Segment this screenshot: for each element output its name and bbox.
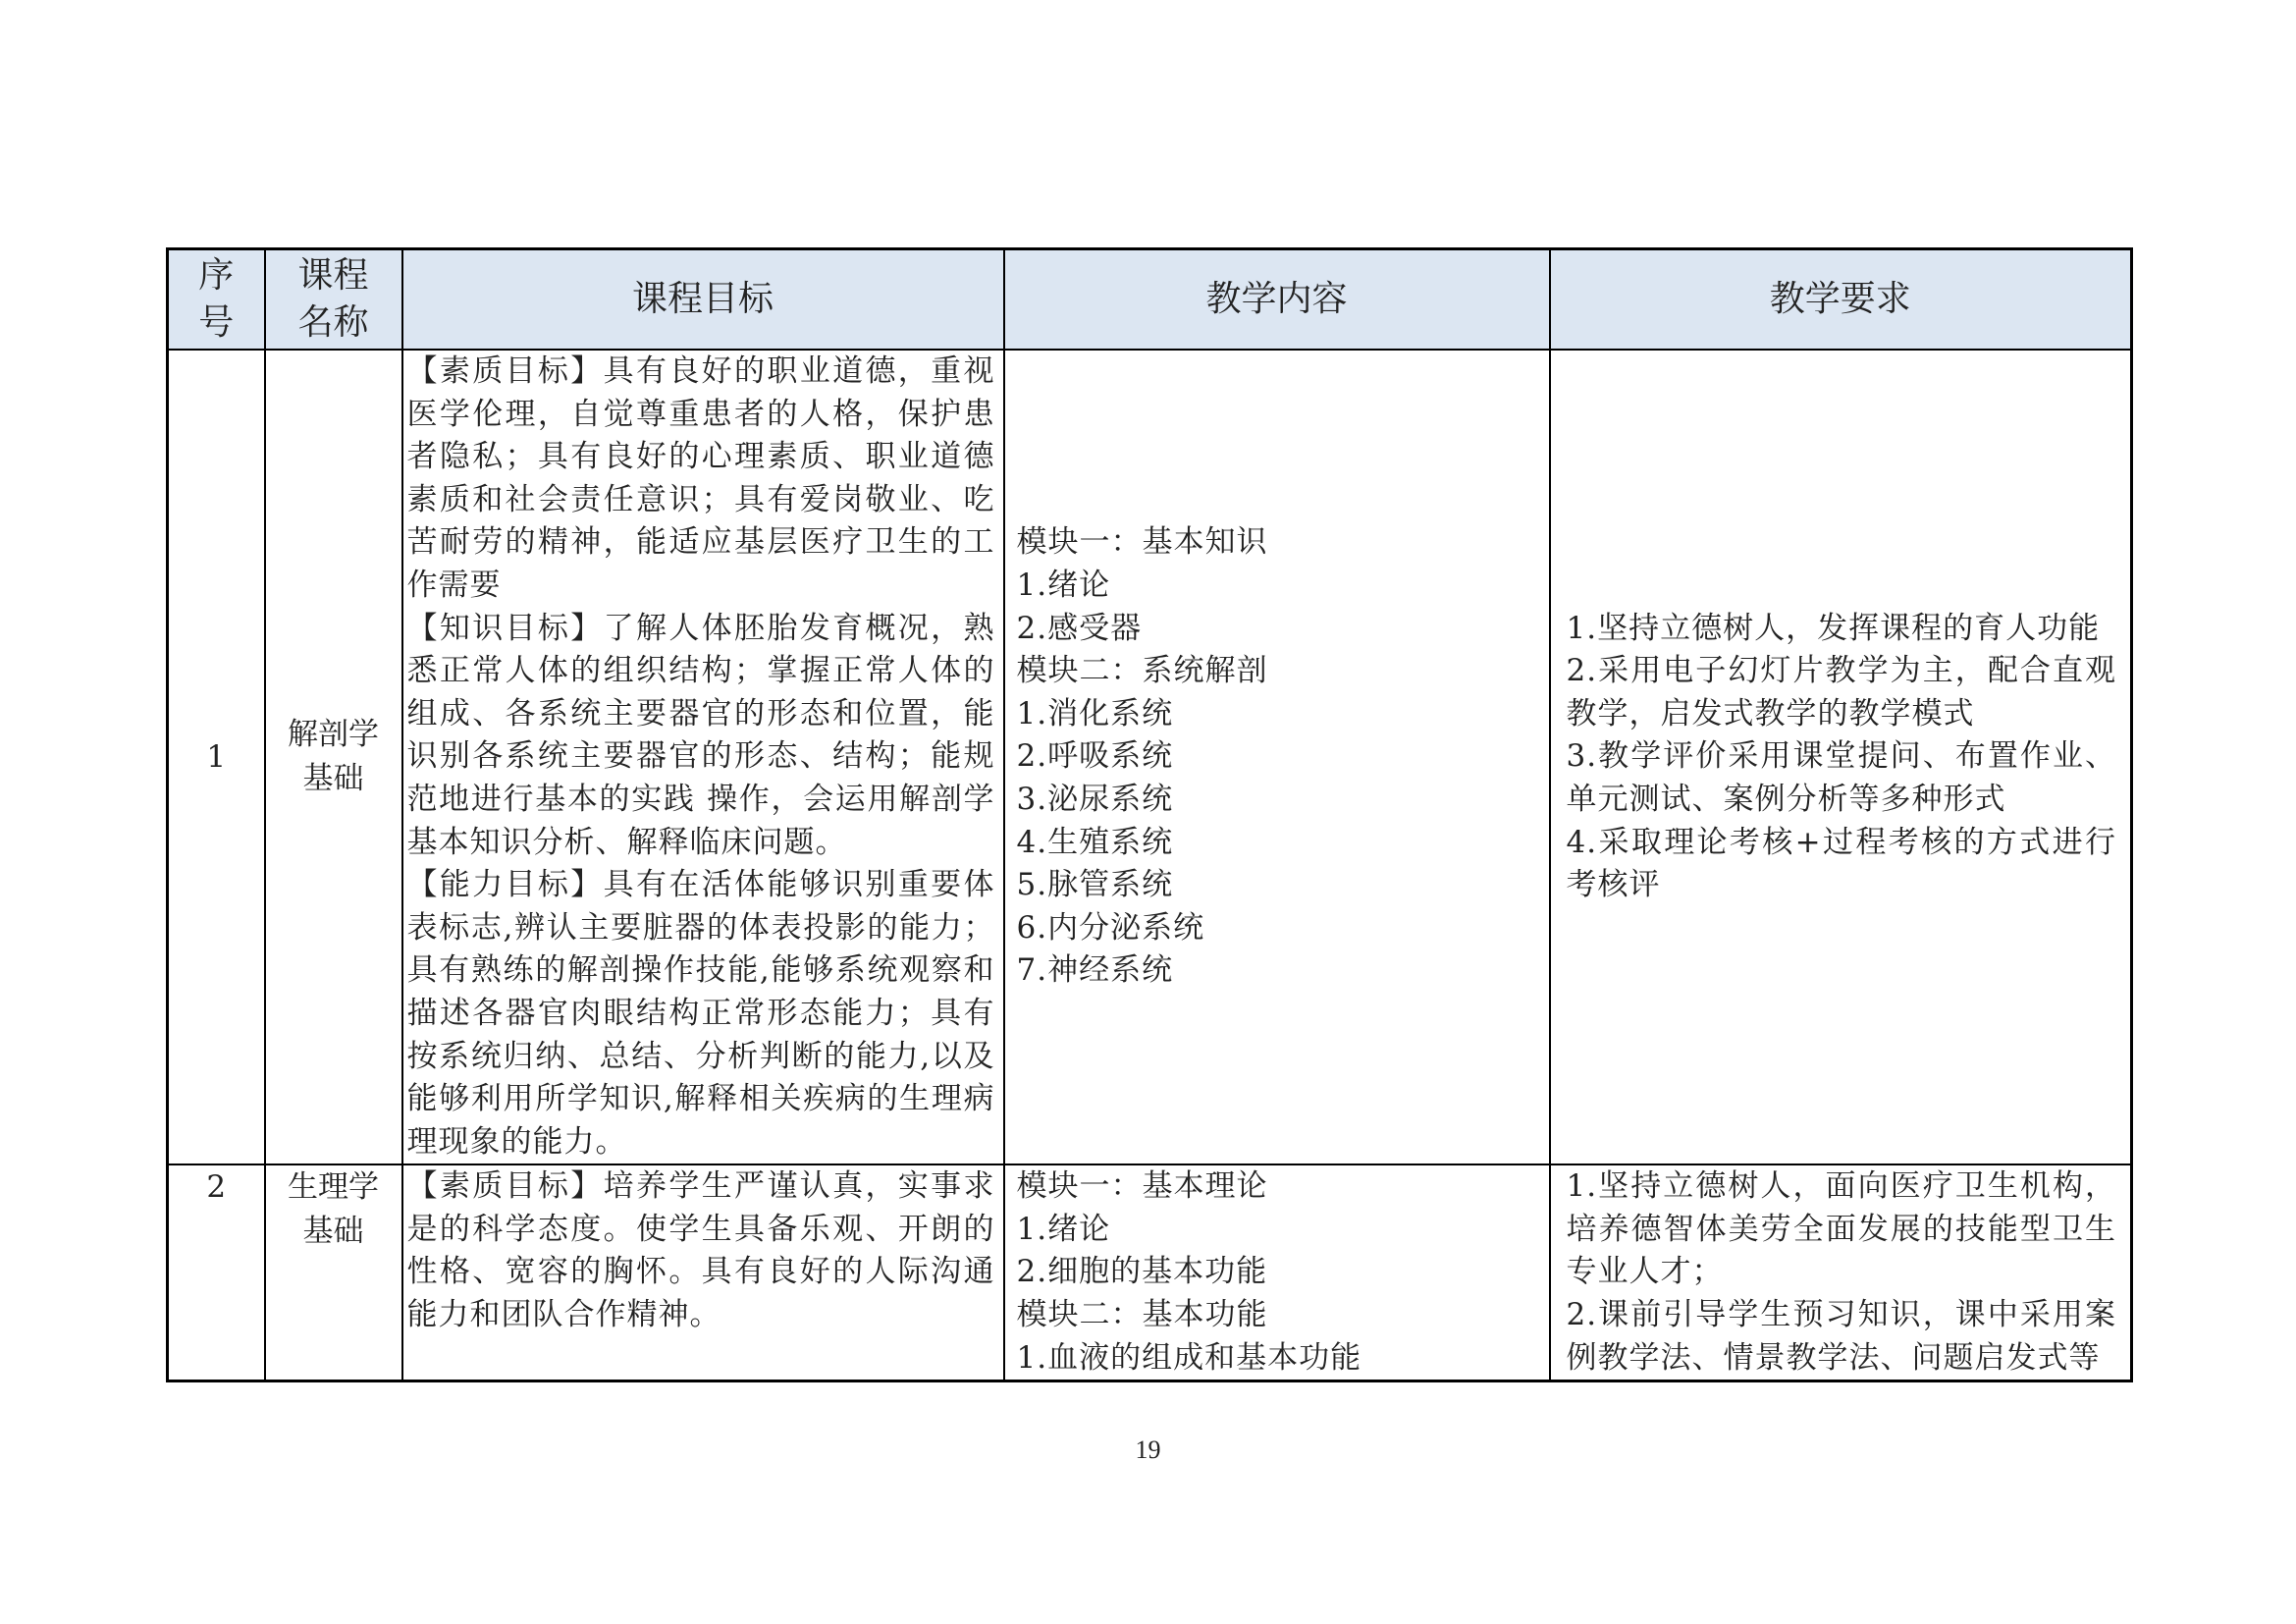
row-requirements: 1.坚持立德树人，发挥课程的育人功能 2.采用电子幻灯片教学为主，配合直观教学，启发式教学的教学模式 3.教学评价采用课堂提问、布置作业、单元测试、案例分析等多种形式 4.采取理论考核+过程考核的方式进行考核评	[1550, 350, 2132, 1164]
row-content: 模块一：基本理论 1.绪论 2.细胞的基本功能 模块二：基本功能 1.血液的组成和基本功能	[1004, 1164, 1550, 1380]
row-requirements: 1.坚持立德树人，面向医疗卫生机构，培养德智体美劳全面发展的技能型卫生专业人才； 2.课前引导学生预习知识，课中采用案例教学法、情景教学法、问题启发式等	[1550, 1164, 2132, 1380]
row-course-name: 解剖学 基础	[265, 350, 402, 1164]
row-objectives	[402, 350, 1004, 1164]
course-table	[166, 247, 2133, 1382]
objective-quality: 【素质目标】培养学生严谨认真，实事求是的科学态度。使学生具备乐观、开朗的性格、宽容的胸怀。具有良好的人际沟通能力和团队合作精神。	[406, 1168, 995, 1333]
table-row	[168, 350, 2132, 1164]
objective-knowledge: 【知识目标】了解人体胚胎发育概况，熟悉正常人体的组织结构；掌握正常人体的组成、各系统主要器官的形态和位置，能识别各系统主要器官的形态、结构；能规范地进行基本的实践 操作，会运用解剖学基本知识分析、解释临床问题。	[406, 610, 995, 860]
row-course-name: 生理学 基础	[265, 1164, 402, 1380]
row-content: 模块一：基本知识 1.绪论 2.感受器 模块二：系统解剖 1.消化系统 2.呼吸系统 3.泌尿系统 4.生殖系统 5.脉管系统 6.内分泌系统 7.神经系统	[1004, 350, 1550, 1164]
page-number: 19	[1135, 1435, 1161, 1464]
header-seq: 序 号	[168, 249, 265, 351]
header-content: 教学内容	[1004, 249, 1550, 351]
table-header-row	[168, 249, 2132, 351]
row-seq: 1	[168, 350, 265, 1164]
header-requirements: 教学要求	[1550, 249, 2132, 351]
objective-ability: 【能力目标】具有在活体能够识别重要体表标志,辨认主要脏器的体表投影的能力；具有熟练的解剖操作技能,能够系统观察和描述各器官肉眼结构正常形态能力；具有按系统归纳、总结、分析判断的能力,以及能够利用所学知识,解释相关疾病的生理病理现象的能力。	[406, 867, 995, 1160]
table-row	[168, 1164, 2132, 1380]
row-seq: 2	[168, 1164, 265, 1380]
objective-quality: 【素质目标】具有良好的职业道德，重视医学伦理，自觉尊重患者的人格，保护患者隐私；具有良好的心理素质、职业道德素质和社会责任意识；具有爱岗敬业、吃苦耐劳的精神，能适应基层医疗卫生的工作需要	[406, 353, 995, 603]
row-objectives	[402, 1164, 1004, 1380]
header-course-name: 课程 名称	[265, 249, 402, 351]
header-objectives: 课程目标	[402, 249, 1004, 351]
